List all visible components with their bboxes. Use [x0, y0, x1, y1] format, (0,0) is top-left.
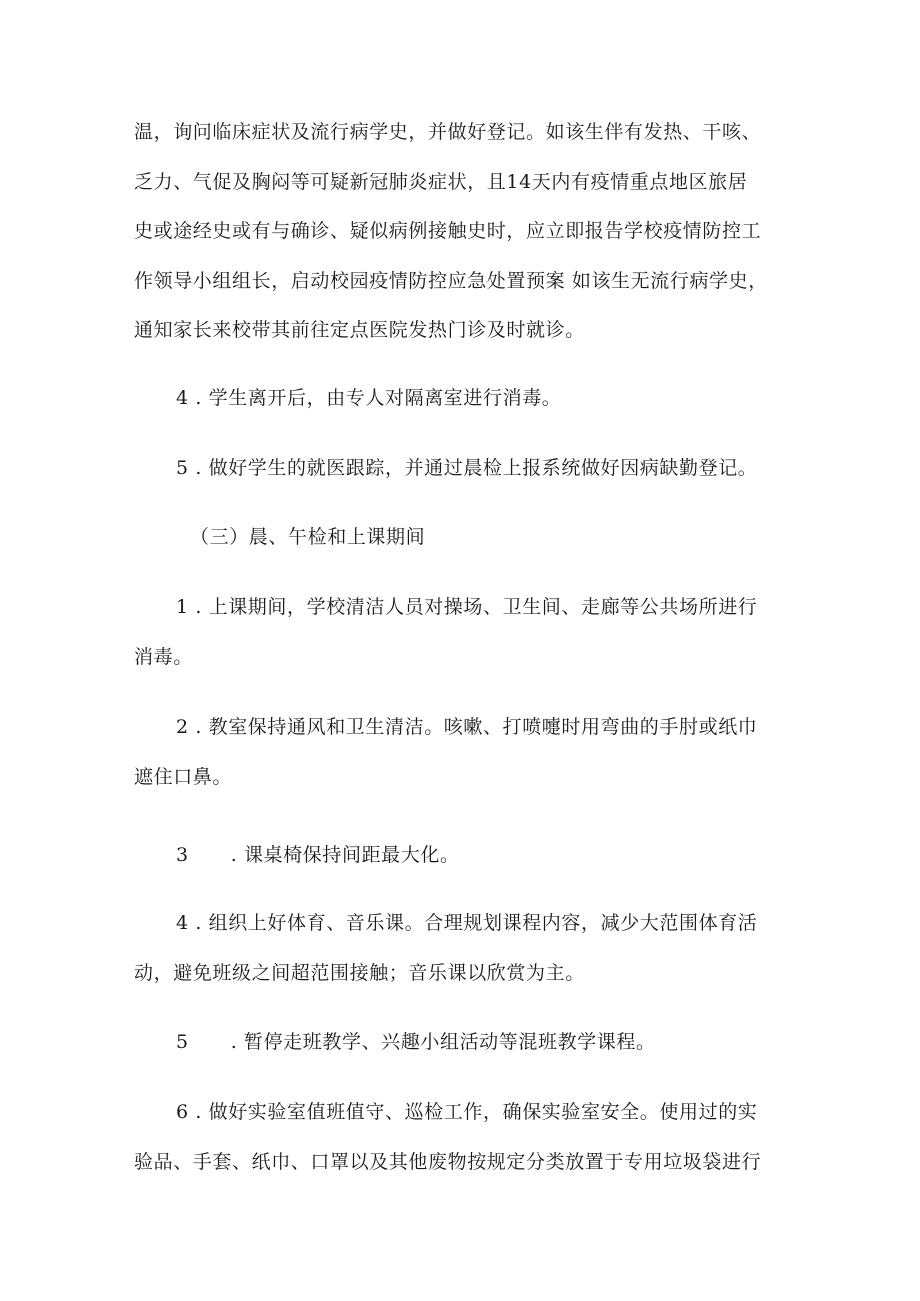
- section-item-1-line: 消毒。: [134, 646, 193, 668]
- item-number: 5: [176, 1031, 189, 1053]
- item-text: . 暂停走班教学、兴趣小组活动等混班教学课程。: [230, 1031, 656, 1053]
- section-item-3: [176, 843, 460, 867]
- section-item-6-line: 6 . 做好实验室值班值守、巡检工作，确保实验室安全。使用过的实: [176, 1101, 758, 1123]
- list-item-5: 5 . 做好学生的就医跟踪，并通过晨检上报系统做好因病缺勤登记。: [176, 457, 758, 479]
- item-text: . 课桌椅保持间距最大化。: [230, 844, 460, 866]
- paragraph-line: 通知家长来校带其前往定点医院发热门诊及时就诊。: [134, 319, 585, 341]
- section-item-4-line: 4 . 组织上好体育、音乐课。合理规划课程内容，减少大范围体育活: [176, 912, 758, 934]
- paragraph-line: 乏力、气促及胸闷等可疑新冠肺炎症状，且14天内有疫情重点地区旅居: [134, 171, 748, 193]
- section-heading: （三）晨、午检和上课期间: [190, 526, 426, 548]
- section-item-1-line: 1 . 上课期间，学校清洁人员对操场、卫生间、走廊等公共场所进行: [176, 596, 758, 618]
- section-item-2-line: 2 . 教室保持通风和卫生清洁。咳嗽、打喷嚏时用弯曲的手肘或纸巾: [176, 716, 758, 738]
- section-item-4-line: 动，避免班级之间超范围接触；音乐课以欣赏为主。: [134, 962, 585, 984]
- paragraph-line: 史或途经史或有与确诊、疑似病例接触史时，应立即报告学校疫情防控工: [134, 220, 762, 242]
- item-number: 3: [176, 844, 189, 866]
- paragraph-line: 作领导小组组长，启动校园疫情防控应急处置预案 如该生无流行病学史，: [134, 270, 768, 292]
- list-item-4: 4 . 学生离开后，由专人对隔离室进行消毒。: [176, 387, 562, 409]
- section-item-5: [176, 1030, 656, 1054]
- section-item-6-line: 验品、手套、纸巾、口罩以及其他废物按规定分类放置于专用垃圾袋进行: [134, 1151, 762, 1173]
- section-item-2-line: 遮住口鼻。: [134, 766, 233, 788]
- paragraph-line: 温，询问临床症状及流行病学史，并做好登记。如该生伴有发热、干咳、: [134, 121, 762, 143]
